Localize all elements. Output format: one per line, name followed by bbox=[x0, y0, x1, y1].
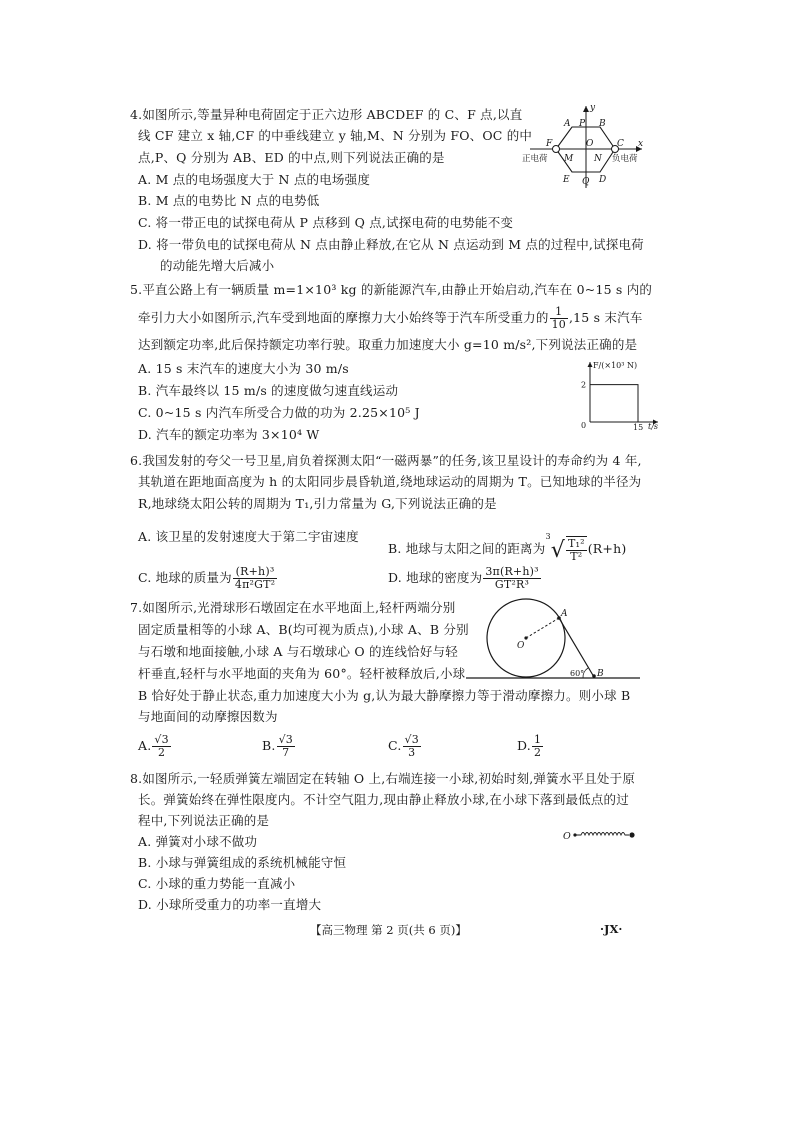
label-e: E bbox=[563, 175, 570, 185]
label-m: M bbox=[564, 154, 574, 164]
q5-line-2a: 牵引力大小如图所示,汽车受到地面的摩擦力大小始终等于汽车所受重力的 bbox=[138, 310, 549, 325]
q7-option-d-fraction bbox=[532, 734, 543, 759]
q6-option-d-den: GT²R³ bbox=[494, 578, 530, 591]
q5-fraction bbox=[550, 306, 568, 331]
q7-line-1: 7.如图所示,光滑球形石墩固定在水平地面上,轻杆两端分别 bbox=[130, 600, 456, 615]
force-time-chart bbox=[568, 358, 664, 430]
q8-line-1: 8.如图所示,一轻质弹簧左端固定在转轴 O 上,右端连接一小球,初始时刻,弹簧水平且处于原 bbox=[130, 771, 636, 786]
q6-option-d-text: D. 地球的密度为 bbox=[388, 570, 483, 585]
q5-line-2 bbox=[138, 306, 643, 331]
chart-xlabel: t/s bbox=[648, 422, 659, 430]
q7-option-a-num: √3 bbox=[154, 733, 169, 746]
positive-charge bbox=[553, 146, 560, 153]
q5-frac-den: 10 bbox=[551, 318, 566, 331]
radius-oa bbox=[526, 618, 559, 638]
q5-line-3: 达到额定功率,此后保持额定功率行驶。取重力加速度大小 g=10 m/s²,下列说法正确的是 bbox=[138, 337, 638, 352]
q7-line-3: 与石墩和地面接触,小球 A 与石墩球心 O 的连线恰好与轻 bbox=[138, 644, 458, 659]
x-label: x bbox=[638, 139, 644, 149]
q7-option-b-num: √3 bbox=[278, 733, 293, 746]
q4-line-3: 点,P、Q 分别为 AB、ED 的中点,则下列说法正确的是 bbox=[138, 150, 445, 165]
q7-option-b-letter: B. bbox=[262, 738, 276, 753]
q5-option-a: A. 15 s 末汽车的速度大小为 30 m/s bbox=[138, 361, 349, 376]
q4-option-d: D. 将一带负电的试探电荷从 N 点由静止释放,在它从 N 点运动到 M 点的过程中,试探电荷 bbox=[138, 237, 644, 252]
y-label: y bbox=[590, 103, 596, 113]
q6-line-3: R,地球绕太阳公转的周期为 T₁,引力常量为 G,下列说法正确的是 bbox=[138, 496, 497, 511]
label-d: D bbox=[599, 175, 607, 185]
figure-label-b: B bbox=[597, 669, 604, 679]
q7-option-d-num: 1 bbox=[533, 733, 542, 746]
label-f: F bbox=[546, 139, 553, 149]
label-o: O bbox=[586, 139, 594, 149]
positive-charge-label: 正电荷 bbox=[522, 154, 548, 164]
q7-line-4: 杆垂直,轻杆与水平地面的夹角为 60°。轻杆被释放后,小球 bbox=[138, 666, 466, 681]
q7-option-a-fraction bbox=[152, 734, 170, 759]
q7-option-d bbox=[517, 734, 544, 759]
chart-y-tick: 2 bbox=[581, 380, 587, 390]
q5-frac-num: 1 bbox=[550, 306, 568, 319]
spring bbox=[576, 833, 629, 836]
q6-line-1: 6.我国发射的夸父一号卫星,肩负着探测太阳“一磁两暴”的任务,该卫星设计的寿命约为 4 年, bbox=[130, 453, 642, 468]
q6-option-c bbox=[138, 566, 278, 591]
label-c: C bbox=[617, 139, 624, 149]
q7-option-a-den: 2 bbox=[158, 746, 166, 759]
q6-option-d-fraction bbox=[483, 566, 540, 591]
q6-option-b-tail: (R+h) bbox=[587, 541, 627, 556]
figure-label-o: O bbox=[517, 641, 525, 651]
label-p: P bbox=[579, 119, 586, 129]
label-b: B bbox=[599, 119, 606, 129]
q7-option-c-den: 3 bbox=[408, 746, 416, 759]
q6-option-d-num: 3π(R+h)³ bbox=[485, 565, 539, 578]
q4-option-a: A. M 点的电场强度大于 N 点的电场强度 bbox=[138, 172, 371, 187]
ball-b bbox=[592, 674, 596, 678]
figure-label-angle: 60° bbox=[570, 669, 585, 678]
q7-option-b-den: 7 bbox=[282, 746, 290, 759]
q6-option-c-num: (R+h)³ bbox=[233, 566, 277, 579]
q8-option-c: C. 小球的重力势能一直减小 bbox=[138, 876, 296, 891]
figure-label-a: A bbox=[561, 609, 568, 619]
footer-mark: ·JX· bbox=[600, 922, 623, 936]
page-footer: 【高三物理 第 2 页(共 6 页)】 bbox=[310, 923, 467, 937]
q8-option-a: A. 弹簧对小球不做功 bbox=[138, 834, 258, 849]
force-series-line bbox=[590, 385, 638, 422]
q4-line-2: 线 CF 建立 x 轴,CF 的中垂线建立 y 轴,M、N 分别为 FO、OC 的中 bbox=[138, 128, 533, 143]
q7-option-b-fraction bbox=[277, 734, 295, 759]
small-ball bbox=[629, 832, 634, 837]
label-q: Q bbox=[582, 177, 590, 187]
q6-option-c-fraction bbox=[233, 566, 277, 591]
q7-option-c-num: √3 bbox=[404, 733, 419, 746]
q6-option-b-text: B. 地球与太阳之间的距离为 bbox=[388, 541, 546, 556]
q6-option-d bbox=[388, 566, 542, 591]
q6-radical-sign: √ bbox=[550, 538, 565, 563]
chart-ylabel: F/(×10³ N) bbox=[593, 361, 638, 370]
hexagon-figure bbox=[520, 100, 650, 195]
q5-line-2b: ,15 s 末汽车 bbox=[568, 310, 643, 325]
q6-option-c-den: 4π²GT² bbox=[234, 578, 276, 591]
q4-option-c: C. 将一带正电的试探电荷从 P 点移到 Q 点,试探电荷的电势能不变 bbox=[138, 215, 514, 230]
q8-option-d: D. 小球所受重力的功率一直增大 bbox=[138, 897, 322, 912]
q4-line-1: 4.如图所示,等量异种电荷固定于正六边形 ABCDEF 的 C、F 点,以直 bbox=[130, 107, 523, 122]
q7-option-b bbox=[262, 734, 296, 759]
q7-option-a bbox=[138, 734, 172, 759]
y-axis-arrow bbox=[583, 106, 589, 112]
q6-line-2: 其轨道在距地面高度为 h 的太阳同步晨昏轨道,绕地球运动的周期为 T。已知地球的半径为 bbox=[138, 474, 642, 489]
q5-option-d: D. 汽车的额定功率为 3×10⁴ W bbox=[138, 427, 320, 442]
chart-y-arrow bbox=[588, 362, 593, 367]
q7-line-5: B 恰好处于静止状态,重力加速度大小为 g,认为最大静摩擦力等于滑动摩擦力。则小球 B bbox=[138, 688, 631, 703]
q6-option-c-text: C. 地球的质量为 bbox=[138, 570, 232, 585]
q8-option-b: B. 小球与弹簧组成的系统机械能守恒 bbox=[138, 855, 347, 870]
q7-line-6: 与地面间的动摩擦因数为 bbox=[138, 709, 278, 724]
q7-option-c-letter: C. bbox=[388, 738, 402, 753]
q6-option-b bbox=[388, 527, 626, 563]
q7-line-2: 固定质量相等的小球 A、B(均可视为质点),小球 A、B 分别 bbox=[138, 622, 469, 637]
q8-line-3: 程中,下列说法正确的是 bbox=[138, 813, 270, 828]
q5-line-1: 5.平直公路上有一辆质量 m=1×10³ kg 的新能源汽车,由静止开始启动,汽车在 0~15 s 内的 bbox=[130, 282, 653, 297]
q4-option-d-cont: 的动能先增大后减小 bbox=[160, 258, 275, 273]
q7-option-a-letter: A. bbox=[138, 738, 152, 753]
q7-option-c bbox=[388, 734, 422, 759]
q5-option-c: C. 0~15 s 内汽车所受合力做的功为 2.25×10⁵ J bbox=[138, 405, 420, 420]
q4-option-b: B. M 点的电势比 N 点的电势低 bbox=[138, 193, 320, 208]
chart-origin: 0 bbox=[581, 421, 587, 430]
q6-option-b-fraction bbox=[566, 536, 587, 563]
q7-option-c-fraction bbox=[403, 734, 421, 759]
label-a: A bbox=[564, 119, 571, 129]
q6-option-b-num: T₁² bbox=[567, 537, 585, 550]
negative-charge-label: 负电荷 bbox=[612, 154, 638, 164]
q8-line-2: 长。弹簧始终在弹性限度内。不计空气阻力,现由静止释放小球,在小球下落到最低点的过 bbox=[138, 792, 629, 807]
label-n: N bbox=[594, 154, 602, 164]
q6-option-b-den: T² bbox=[570, 550, 583, 563]
stone-pier-figure bbox=[466, 594, 640, 684]
q7-option-d-letter: D. bbox=[517, 738, 531, 753]
q5-option-b: B. 汽车最终以 15 m/s 的速度做匀速直线运动 bbox=[138, 383, 399, 398]
pivot-o-label: O bbox=[563, 831, 571, 842]
chart-x-tick: 15 bbox=[633, 423, 644, 430]
q6-option-a: A. 该卫星的发射速度大于第二宇宙速度 bbox=[138, 529, 359, 544]
q6-cube-root-index: 3 bbox=[545, 532, 551, 541]
spring-figure bbox=[563, 824, 643, 844]
q7-option-d-den: 2 bbox=[533, 746, 542, 759]
